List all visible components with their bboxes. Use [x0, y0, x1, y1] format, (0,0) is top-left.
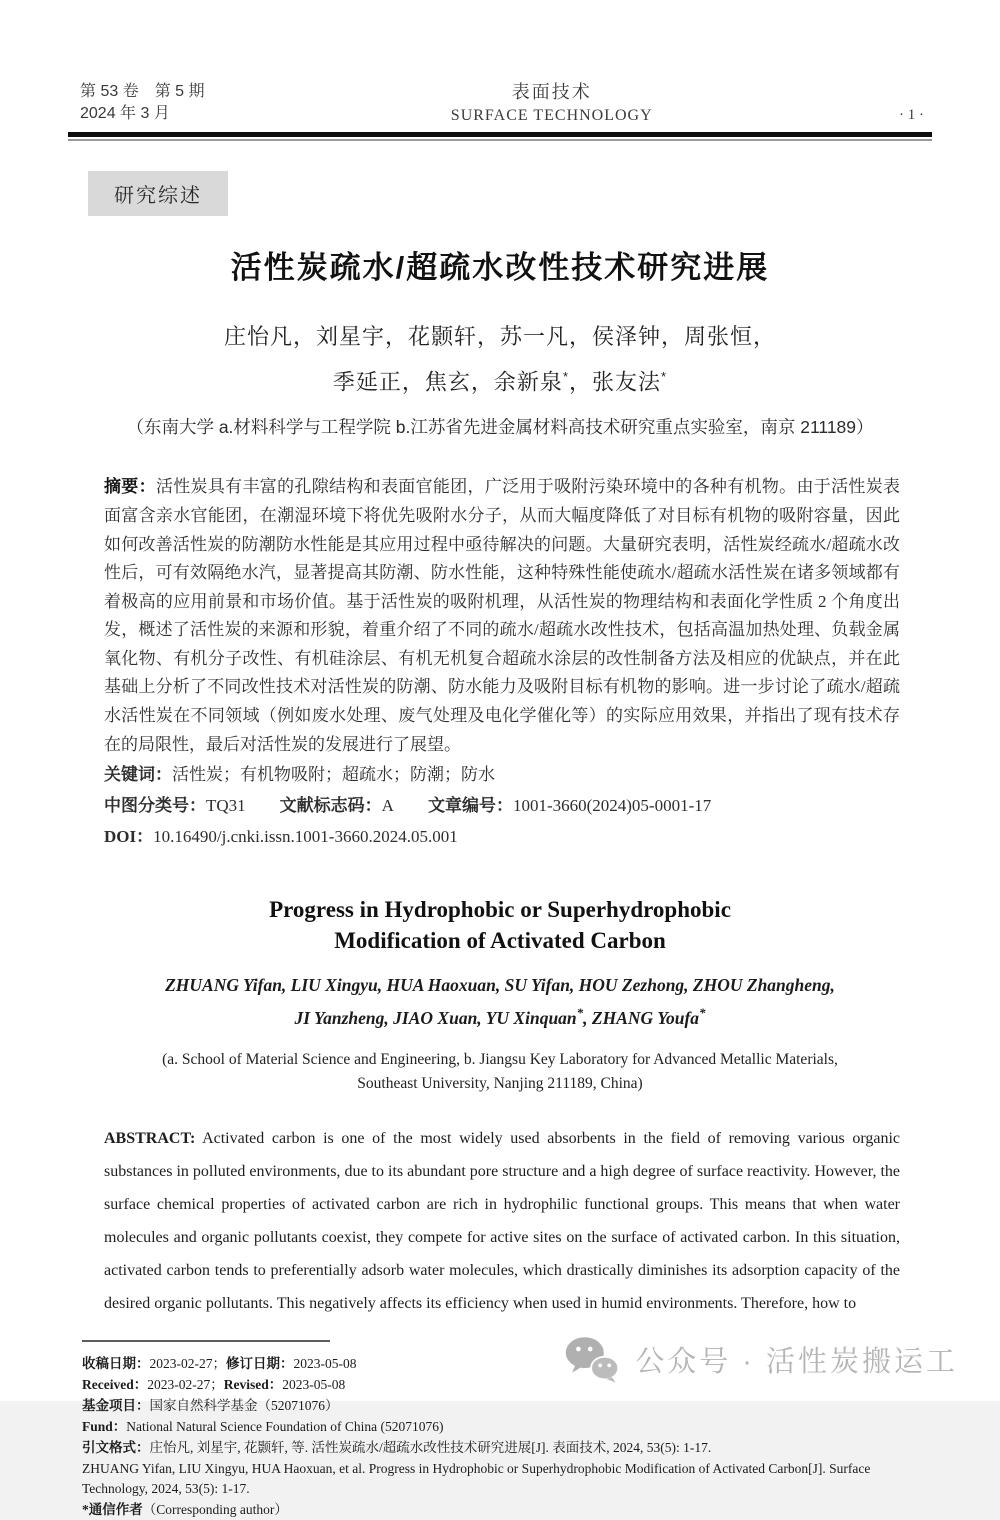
revised-label-cn: 修订日期：: [226, 1355, 294, 1371]
corresponding-author-star: *: [661, 369, 668, 384]
citation-value-cn: 庄怡凡, 刘星宇, 花颢轩, 等. 活性炭疏水/超疏水改性技术研究进展[J]. 表面技术, 2024, 53(5): 1-17.: [149, 1439, 712, 1455]
corresponding-author-note: [82, 1500, 934, 1520]
fund-value-cn: 国家自然科学基金（52071076）: [149, 1397, 339, 1413]
journal-name-cn: 表面技术: [511, 82, 592, 102]
wechat-icon: [563, 1334, 621, 1384]
keywords-text: 活性炭；有机物吸附；超疏水；防潮；防水: [172, 765, 495, 785]
received-value-cn: 2023-02-27；: [149, 1355, 226, 1371]
affiliation-en-line1: (a. School of Material Science and Engineering, b. Jiangsu Key Laboratory for Advanced Metallic Materials,: [162, 1050, 838, 1068]
keywords-line: [104, 761, 900, 790]
issue-date: 2024 年 3 月: [80, 105, 170, 122]
affiliation-en: [0, 1048, 1000, 1096]
doi-label: DOI：: [104, 827, 154, 847]
abstract-cn-text: 活性炭具有丰富的孔隙结构和表面官能团，广泛用于吸附污染环境中的各种有机物。由于活性炭表面富含亲水官能团，在潮湿环境下将优先吸附水分子，从而大幅度降低了对目标有机物的吸附容量，因此如何改善活性炭的防潮防水性能是其应用过程中亟待解决的问题。大量研究表明，活性炭经疏水/超疏水改性后，可有效隔绝水汽，显著提高其防潮、防水性能，这种特殊性能使疏水/超疏水活性炭在诸多领域都有着极高的应用前景和市场价值。基于活性炭的吸附机理，从活性炭的物理结构和表面化学性质 2 个角度出发，概述了活性炭的来源和形貌，着重介绍了不同的疏水/超疏水改性技术，包括高温加热处理、负载金属氧化物、有机分子改性、有机硅涂层、有机无机复合超疏水涂层的改性制备方法及相应的优缺点，并在此基础上分析了不同改性技术对活性炭的防潮、防水能力及吸附目标有机物的影响。进一步讨论了疏水/超疏水活性炭在不同领域（例如废水处理、废气处理及电化学催化等）的实际应用效果，并指出了现有技术存在的局限性，最后对活性炭的发展进行了展望。: [104, 477, 901, 754]
citation-cn: [82, 1438, 934, 1458]
affiliation-cn: （东南大学 a.材料科学与工程学院 b.江苏省先进金属材料高技术研究重点实验室，南京 211189）: [126, 417, 874, 438]
journal-name-en: SURFACE TECHNOLOGY: [450, 107, 653, 124]
category-badge: 研究综述: [88, 171, 228, 216]
clc-label: 中图分类号：: [104, 795, 206, 815]
keywords-label: 关键词：: [104, 765, 172, 785]
doc-code-label: 文献标志码：: [279, 795, 382, 815]
abstract-cn-label: 摘要：: [104, 477, 156, 497]
abstract-cn: [104, 473, 900, 759]
doc-code-value: A: [381, 795, 394, 815]
received-label-en: Received：: [82, 1376, 148, 1392]
fund-label-en: Fund：: [82, 1418, 127, 1434]
authors-cn-line2: [0, 357, 1000, 402]
header-rule-thin: [68, 139, 932, 141]
title-en-line1: Progress in Hydrophobic or Superhydrophobic: [269, 897, 731, 923]
authors-cn: [0, 317, 1000, 402]
header-rule-thick: [68, 132, 932, 137]
journal-header: [80, 78, 924, 125]
fund-en: [82, 1417, 934, 1437]
corresponding-author-star: *: [576, 1005, 584, 1021]
citation-label-cn: 引文格式：: [82, 1439, 150, 1455]
volume-issue: 第 53 卷 第 5 期: [80, 83, 205, 100]
title-en-line2: Modification of Activated Carbon: [334, 928, 666, 954]
revised-value-cn: 2023-05-08: [293, 1355, 357, 1371]
article-title-cn: 活性炭疏水/超疏水改性技术研究进展: [230, 250, 770, 285]
fund-cn: [82, 1396, 934, 1416]
corresponding-value: （Corresponding author）: [142, 1501, 288, 1517]
authors-cn-line2-names: 季延正，焦玄，余新泉: [332, 369, 563, 395]
authors-en: [0, 972, 1000, 1032]
authors-en-line1: ZHUANG Yifan, LIU Xingyu, HUA Haoxuan, SU Yifan, HOU Zezhong, ZHOU Zhangheng,: [165, 975, 835, 996]
authors-cn-line2-names2: ，张友法: [569, 369, 662, 395]
authors-en-line2-names: JI Yanzheng, JIAO Xuan, YU Xinquan: [294, 1007, 577, 1028]
doi-value: 10.16490/j.cnki.issn.1001-3660.2024.05.001: [153, 827, 458, 847]
authors-en-line2-names2: , ZHANG Youfa: [583, 1007, 700, 1028]
abstract-en: [104, 1122, 900, 1320]
received-value-en: 2023-02-27；: [147, 1376, 224, 1392]
authors-en-line2: [0, 999, 1000, 1032]
watermark: [563, 1334, 958, 1384]
corresponding-label: *通信作者: [82, 1501, 143, 1517]
footnote-divider: [82, 1340, 330, 1342]
article-no-value: 1001-3660(2024)05-0001-17: [512, 795, 712, 815]
watermark-text: 公众号 · 活性炭搬运工: [635, 1345, 958, 1378]
journal-name: [451, 78, 653, 125]
abstract-en-label: ABSTRACT:: [104, 1129, 196, 1147]
doi-line: [104, 823, 900, 852]
fund-label-cn: 基金项目：: [82, 1397, 150, 1413]
abstract-en-text: Activated carbon is one of the most widely used absorbents in the field of removing various organic substances in polluted environments, due to its abundant pore structure and a high degree of surface reactivity. However, the surface chemical properties of activated carbon are rich in hydrophilic functional groups. This means that when water molecules and organic pollutants coexist, they compete for active sites on the surface of activated carbon. In this situation, activated carbon tends to preferentially adsorb water molecules, which drastically diminishes its adsorption capacity of the desired organic pollutants. This negatively affects its efficiency when used in humid environments. Therefore, how to: [104, 1129, 901, 1312]
header-volume-date: [80, 81, 204, 125]
page-number: · 1 ·: [898, 107, 924, 123]
revised-value-en: 2023-05-08: [282, 1376, 346, 1392]
fund-value-en: National Natural Science Foundation of China (52071076): [126, 1418, 444, 1434]
clc-value: TQ31: [206, 795, 246, 815]
received-label-cn: 收稿日期：: [82, 1355, 150, 1371]
corresponding-author-star: *: [699, 1005, 706, 1021]
affiliation-en-line2: Southeast University, Nanjing 211189, China): [357, 1074, 643, 1092]
article-title-en: [0, 894, 1000, 956]
corresponding-author-star: *: [562, 369, 569, 384]
revised-label-en: Revised：: [223, 1376, 283, 1392]
authors-cn-line1: 庄怡凡，刘星宇，花颢轩，苏一凡，侯泽钟，周张恒，: [223, 324, 776, 349]
citation-en: ZHUANG Yifan, LIU Xingyu, HUA Haoxuan, et al. Progress in Hydrophobic or Superhydrophobic Modification of Activated Carbon[J]. Surface Technology, 2024, 53(5): 1-17.: [82, 1460, 871, 1496]
meta-line: [104, 792, 900, 821]
article-no-label: 文章编号：: [427, 795, 513, 815]
